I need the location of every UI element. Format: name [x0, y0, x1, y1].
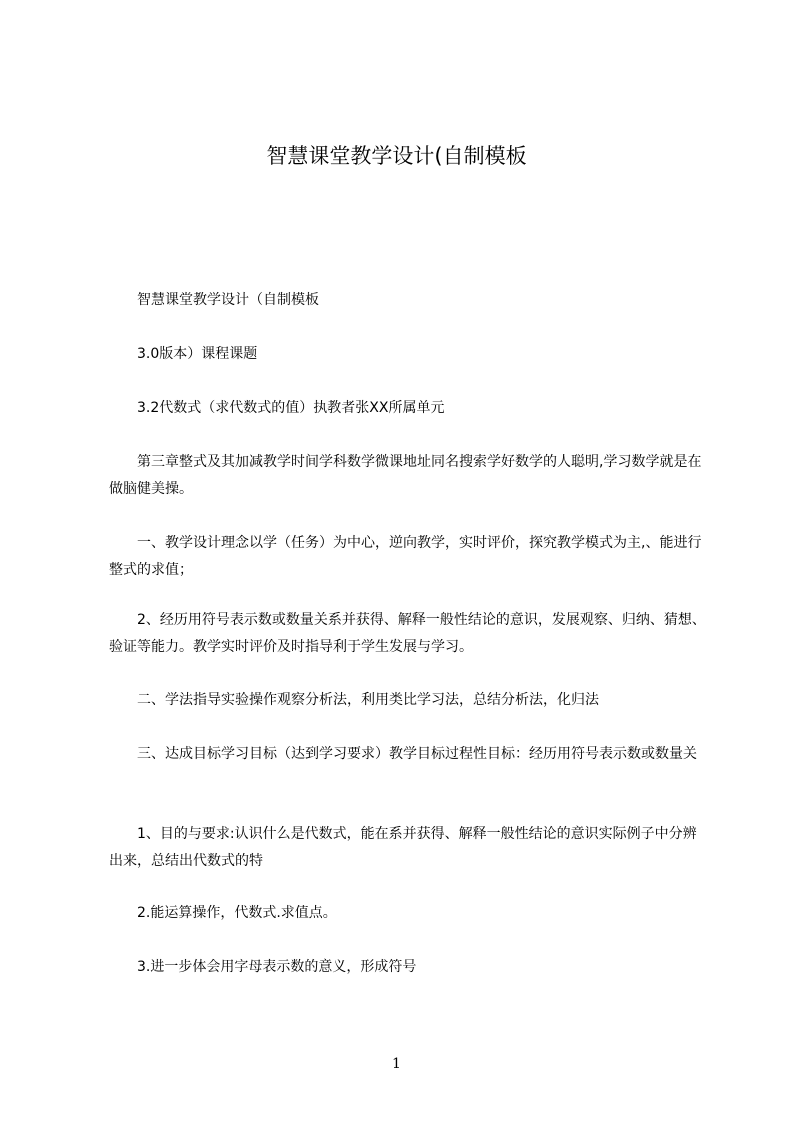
- document-title: 智慧课堂教学设计(自制模板: [266, 144, 527, 168]
- paragraph-design-concept: 一、教学设计理念以学（任务）为中心，逆向教学，实时评价，探究教学模式为主,、能进行整式的求值；: [109, 535, 702, 578]
- paragraph-course-topic: 3.0版本）课程课题: [109, 346, 258, 362]
- paragraph-operation: 2.能运算操作，代数式.求值点。: [109, 905, 337, 921]
- paragraph-purpose-requirements: 1、目的与要求:认识什么是代数式，能在系并获得、解释一般性结论的意识实际例子中分辨出来，总结出代数式的特: [109, 826, 697, 869]
- paragraph-symbol-meaning: 3.进一步体会用字母表示数的意义，形成符号: [109, 959, 417, 975]
- paragraph-template-name: 智慧课堂教学设计（自制模板: [109, 292, 319, 308]
- paragraph-learning-methods: 二、学法指导实验操作观察分析法，利用类比学习法，总结分析法，化归法: [109, 692, 599, 708]
- paragraph-process-goals: 2、经历用符号表示数或数量关系并获得、解释一般性结论的意识，发展观察、归纳、猜想、验证等能力。教学实时评价及时指导利于学生发展与学习。: [109, 612, 706, 655]
- paragraph-chapter-info: 第三章整式及其加减教学时间学科数学微课地址同名搜索学好数学的人聪明,学习数学就是在做脑健美操。: [109, 454, 702, 497]
- page-number: 1: [392, 1056, 401, 1072]
- paragraph-objectives: 三、达成目标学习目标（达到学习要求）教学目标过程性目标：经历用符号表示数或数量关: [109, 746, 697, 762]
- paragraph-lesson-info: 3.2代数式（求代数式的值）执教者张XX所属单元: [109, 400, 445, 416]
